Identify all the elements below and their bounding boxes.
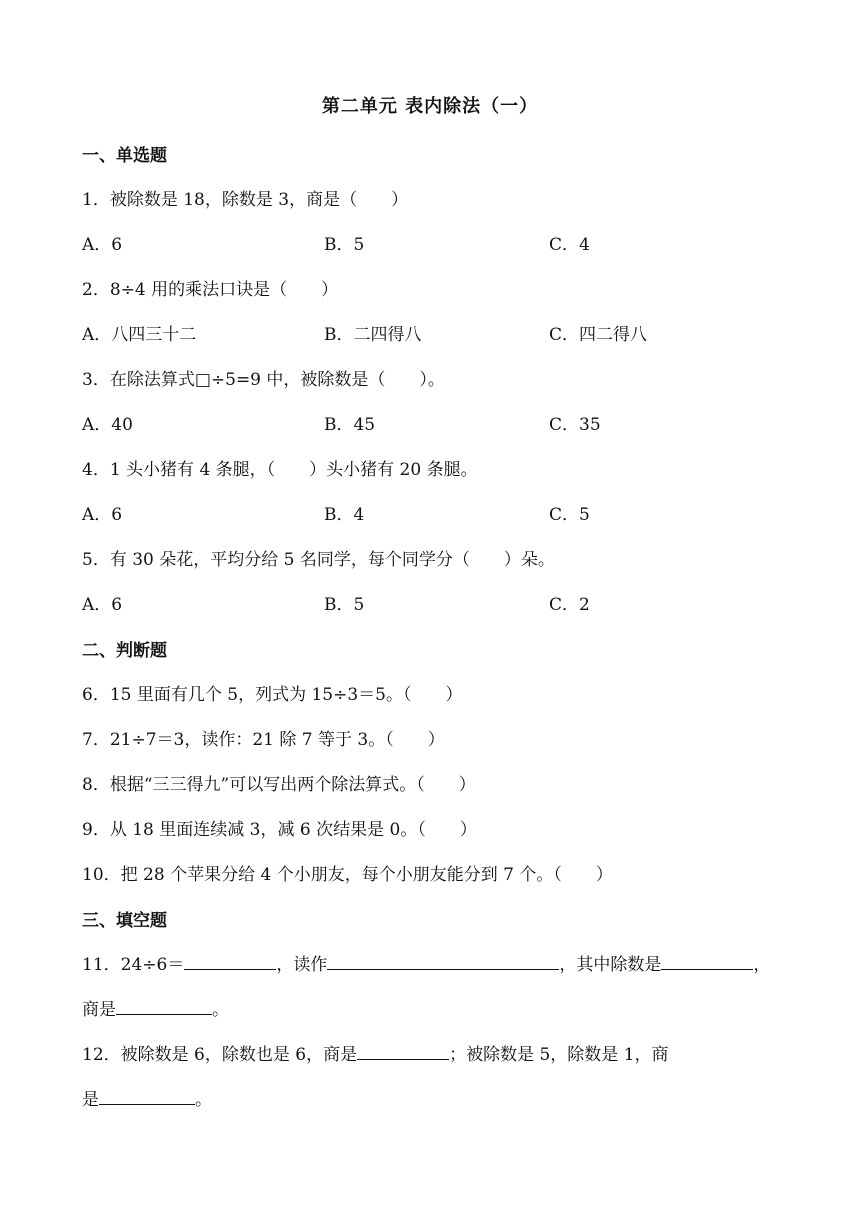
question-3: 3．在除法算式□÷5=9 中，被除数是（ ）。	[82, 370, 445, 390]
question-12	[82, 1040, 669, 1065]
q11-text-c: ，其中除数是	[559, 955, 662, 975]
q12-answer-blank-2[interactable]	[99, 1086, 195, 1105]
q11-text-d: ，	[753, 955, 771, 975]
question-1: 1．被除数是 18，除数是 3，商是（ ）	[82, 190, 409, 210]
q2-option-a: A．八四三十二	[82, 325, 197, 345]
question-4: 4．1 头小猪有 4 条腿，（ ）头小猪有 20 条腿。	[82, 460, 478, 480]
q11-answer-blank-4[interactable]	[116, 996, 212, 1015]
q12-answer-blank-1[interactable]	[357, 1041, 449, 1060]
q11-answer-blank-3[interactable]	[661, 951, 753, 970]
q5-option-a: A．6	[82, 595, 123, 615]
q12-text-d: 。	[195, 1090, 212, 1110]
q1-option-b: B．5	[324, 235, 365, 255]
section-heading-true-false: 二、判断题	[82, 641, 167, 661]
question-7: 7．21÷7＝3，读作：21 除 7 等于 3。（ ）	[82, 730, 445, 750]
page-title: 第二单元 表内除法（一）	[321, 96, 539, 117]
q5-option-c: C．2	[549, 595, 590, 615]
q11-text-f: 。	[212, 1000, 229, 1020]
q4-option-c: C．5	[549, 505, 590, 525]
question-2: 2．8÷4 用的乘法口诀是（ ）	[82, 280, 339, 300]
q12-text-c: 是	[82, 1090, 99, 1110]
q1-option-a: A．6	[82, 235, 123, 255]
question-9: 9．从 18 里面连续减 3，减 6 次结果是 0。（ ）	[82, 820, 477, 840]
section-heading-fill-blank: 三、填空题	[82, 911, 167, 931]
q12-text-a: 12．被除数是 6，除数也是 6，商是	[82, 1045, 358, 1065]
q3-option-c: C．35	[549, 415, 601, 435]
q2-option-c: C．四二得八	[549, 325, 648, 345]
section-heading-single-choice: 一、单选题	[82, 146, 167, 166]
q2-option-b: B．二四得八	[324, 325, 422, 345]
question-12-cont	[82, 1085, 212, 1110]
q4-option-b: B．4	[324, 505, 365, 525]
question-6: 6．15 里面有几个 5，列式为 15÷3＝5。（ ）	[82, 685, 463, 705]
question-5: 5．有 30 朵花，平均分给 5 名同学，每个同学分（ ）朵。	[82, 550, 555, 570]
q11-answer-blank-1[interactable]	[184, 951, 276, 970]
q11-text-e: 商是	[82, 1000, 116, 1020]
question-11-cont	[82, 995, 229, 1020]
q11-answer-blank-2[interactable]	[327, 951, 559, 970]
q3-option-b: B．45	[324, 415, 376, 435]
q11-text-b: ，读作	[276, 955, 328, 975]
q5-option-b: B．5	[324, 595, 365, 615]
question-10: 10．把 28 个苹果分给 4 个小朋友，每个小朋友能分到 7 个。（ ）	[82, 865, 613, 885]
q3-option-a: A．40	[82, 415, 133, 435]
q1-option-c: C．4	[549, 235, 590, 255]
q4-option-a: A．6	[82, 505, 123, 525]
q12-text-b: ；被除数是 5，除数是 1，商	[449, 1045, 669, 1065]
question-8: 8．根据“三三得九”可以写出两个除法算式。（ ）	[82, 775, 476, 795]
question-11	[82, 950, 770, 975]
q11-text-a: 11．24÷6＝	[82, 955, 185, 975]
